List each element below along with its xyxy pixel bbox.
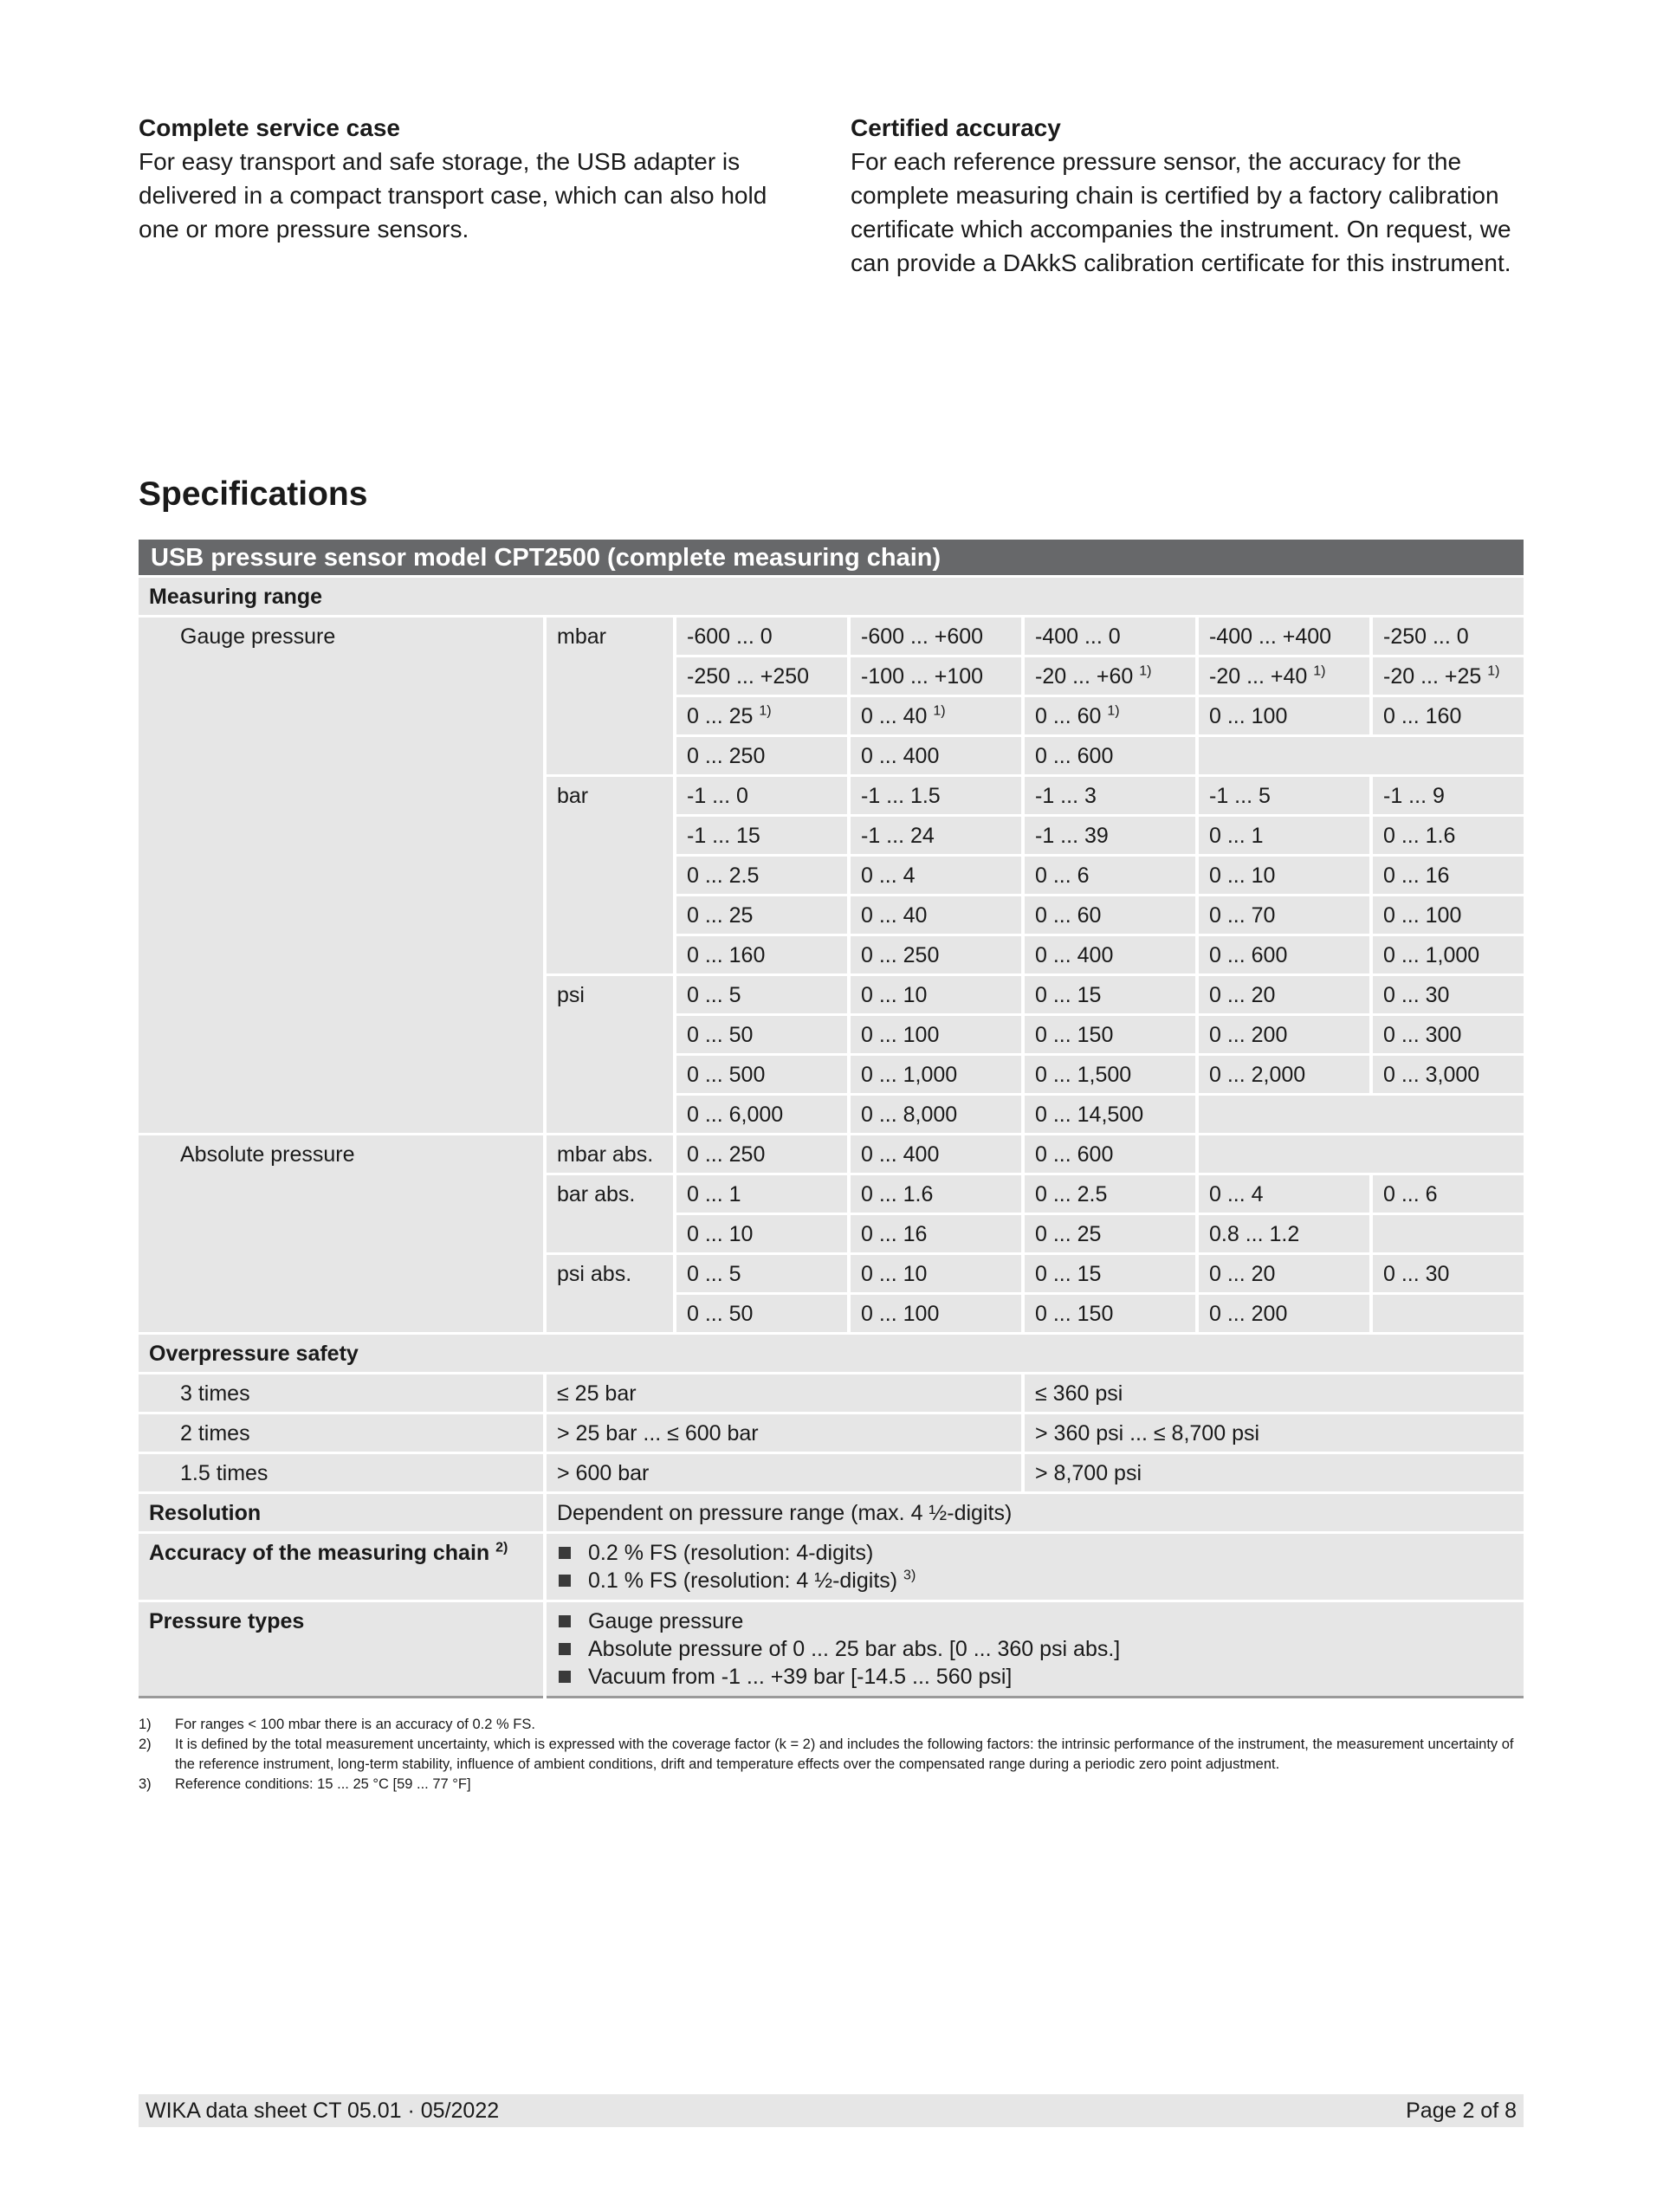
range-cell: 0 ... 400 bbox=[851, 737, 1021, 774]
range-cell: 0 ... 50 bbox=[676, 1295, 847, 1332]
overpressure-factor: 1.5 times bbox=[139, 1454, 543, 1491]
accuracy-value bbox=[547, 1534, 1524, 1600]
range-cell: -600 ... 0 bbox=[676, 618, 847, 655]
footnote: 1) For ranges < 100 mbar there is an accuracy of 0.2 % FS. bbox=[139, 1717, 535, 1732]
accuracy-label bbox=[139, 1534, 543, 1600]
overpressure-row bbox=[139, 1374, 1524, 1412]
range-cell: 0 ... 600 bbox=[1199, 936, 1369, 973]
pressure-type-item: Vacuum from -1 ... +39 bar [-14.5 ... 560 psi] bbox=[557, 1663, 1515, 1691]
page-footer bbox=[139, 2094, 1524, 2127]
range-cell: 0 ... 500 bbox=[676, 1056, 847, 1093]
range-cell: 0 ... 50 bbox=[676, 1016, 847, 1053]
range-cell: -1 ... 24 bbox=[851, 817, 1021, 854]
overpressure-row bbox=[139, 1414, 1524, 1452]
range-cell: 0 ... 600 bbox=[1025, 1135, 1195, 1173]
range-cell: 0 ... 10 bbox=[1199, 857, 1369, 894]
range-cell: 0 ... 6,000 bbox=[676, 1096, 847, 1133]
range-cell: 0 ... 30 bbox=[1373, 976, 1524, 1013]
resolution-label: Resolution bbox=[139, 1494, 543, 1531]
empty-cell bbox=[1199, 1096, 1524, 1133]
accuracy-item: 0.2 % FS (resolution: 4-digits) bbox=[557, 1539, 1515, 1567]
accuracy-item: 0.1 % FS (resolution: 4 ½-digits) $^{3)}$ bbox=[557, 1567, 1515, 1594]
range-cell: 0 ... 150 bbox=[1025, 1295, 1195, 1332]
overpressure-psi: > 360 psi ... ≤ 8,700 psi bbox=[1025, 1414, 1524, 1452]
range-cell: 0 ... 1.6 bbox=[851, 1175, 1021, 1213]
unit-label: bar bbox=[547, 777, 673, 973]
range-cell: 0 ... 100 bbox=[851, 1295, 1021, 1332]
specifications-title: Specifications bbox=[139, 475, 368, 513]
footnote-ref: 1) bbox=[933, 703, 946, 719]
overpressure-psi: ≤ 360 psi bbox=[1025, 1374, 1524, 1412]
service-case-block bbox=[139, 111, 797, 246]
range-cell: 0 ... 4 bbox=[1199, 1175, 1369, 1213]
range-cell: 0 ... 40 bbox=[851, 896, 1021, 934]
empty-cell bbox=[1373, 1215, 1524, 1252]
range-cell: 0 ... 100 bbox=[851, 1016, 1021, 1053]
range-cell: 0 ... 160 bbox=[676, 936, 847, 973]
overpressure-psi: > 8,700 psi bbox=[1025, 1454, 1524, 1491]
range-cell: 0 ... 40 $^{1)}$ bbox=[851, 697, 1021, 734]
pressure-type-item: Gauge pressure bbox=[557, 1607, 1515, 1635]
accuracy-label-text: Accuracy of the measuring chain bbox=[149, 1541, 490, 1565]
range-cell: 0 ... 1,500 bbox=[1025, 1056, 1195, 1093]
range-cell: -100 ... +100 bbox=[851, 657, 1021, 695]
range-cell: -1 ... 3 bbox=[1025, 777, 1195, 814]
footnote-ref: 1) bbox=[1107, 703, 1120, 719]
range-cell: 0 ... 150 bbox=[1025, 1016, 1195, 1053]
range-cell: 0 ... 400 bbox=[851, 1135, 1021, 1173]
certified-accuracy-text: For each reference pressure sensor, the accuracy for the complete measuring chain is certified by a factory calibration certificate which accompanies the instrument. On request, we can provide a DAkkS calibration certificate for this instrument. bbox=[851, 148, 1511, 276]
certified-accuracy-block bbox=[851, 111, 1524, 280]
overpressure-label: Overpressure safety bbox=[139, 1335, 1524, 1372]
range-cell: 0 ... 5 bbox=[676, 976, 847, 1013]
range-cell: 0 ... 100 bbox=[1373, 896, 1524, 934]
unit-label: psi bbox=[547, 976, 673, 1133]
range-cell: 0 ... 14,500 bbox=[1025, 1096, 1195, 1133]
spec-table-title: USB pressure sensor model CPT2500 (complete measuring chain) bbox=[139, 540, 1524, 575]
range-cell: 0 ... 200 bbox=[1199, 1295, 1369, 1332]
overpressure-factor: 2 times bbox=[139, 1414, 543, 1452]
range-cell: 0 ... 3,000 bbox=[1373, 1056, 1524, 1093]
empty-cell bbox=[1373, 1295, 1524, 1332]
footnote: 2) It is defined by the total measurement uncertainty, which is expressed with the coverage factor (k = 2) and includes the following factors: the intrinsic performance of the instrument, the measurement uncertainty of the reference instrument, long-term stability, influence of ambient conditions, drift and temperature effects over the compensated range during a periodic zero point adjustment. bbox=[139, 1737, 1514, 1772]
range-cell: -600 ... +600 bbox=[851, 618, 1021, 655]
range-cell: 0 ... 2.5 bbox=[676, 857, 847, 894]
footnote-ref: 1) bbox=[1487, 663, 1500, 679]
range-cell: 0 ... 200 bbox=[1199, 1016, 1369, 1053]
range-cell: -1 ... 5 bbox=[1199, 777, 1369, 814]
overpressure-row bbox=[139, 1454, 1524, 1491]
range-cell: -20 ... +40 $^{1)}$ bbox=[1199, 657, 1369, 695]
footnote-ref: 3) bbox=[903, 1568, 916, 1583]
range-cell: 0 ... 10 bbox=[851, 1255, 1021, 1292]
spec-table bbox=[135, 537, 1527, 1701]
datasheet-reference: WIKA data sheet CT 05.01 · 05/2022 bbox=[146, 2099, 500, 2123]
range-cell: 0 ... 60 bbox=[1025, 896, 1195, 934]
overpressure-bar: > 25 bar ... ≤ 600 bar bbox=[547, 1414, 1021, 1452]
range-cell: -400 ... +400 bbox=[1199, 618, 1369, 655]
range-cell: 0 ... 15 bbox=[1025, 1255, 1195, 1292]
pressure-category-label: Gauge pressure bbox=[139, 618, 543, 1133]
pressure-category-label: Absolute pressure bbox=[139, 1135, 543, 1332]
range-cell: 0 ... 160 bbox=[1373, 697, 1524, 734]
range-cell: 0 ... 8,000 bbox=[851, 1096, 1021, 1133]
measuring-range-label: Measuring range bbox=[139, 578, 1524, 615]
range-cell: 0 ... 5 bbox=[676, 1255, 847, 1292]
range-cell: 0 ... 250 bbox=[676, 737, 847, 774]
range-cell: 0 ... 1.6 bbox=[1373, 817, 1524, 854]
unit-label: bar abs. bbox=[547, 1175, 673, 1252]
range-row bbox=[139, 618, 1524, 655]
pressure-type-item: Absolute pressure of 0 ... 25 bar abs. [0 ... 360 psi abs.] bbox=[557, 1635, 1515, 1663]
range-cell: 0 ... 70 bbox=[1199, 896, 1369, 934]
range-cell: 0 ... 2.5 bbox=[1025, 1175, 1195, 1213]
range-cell: 0 ... 1 bbox=[1199, 817, 1369, 854]
resolution-value: Dependent on pressure range (max. 4 ½-digits) bbox=[547, 1494, 1524, 1531]
empty-cell bbox=[1199, 1135, 1524, 1173]
footnotes bbox=[139, 1715, 1524, 1795]
range-cell: -1 ... 9 bbox=[1373, 777, 1524, 814]
footnote-ref: 1) bbox=[1313, 663, 1326, 679]
range-cell: 0 ... 1 bbox=[676, 1175, 847, 1213]
range-cell: 0 ... 6 bbox=[1373, 1175, 1524, 1213]
pressure-types-value bbox=[547, 1602, 1524, 1698]
range-cell: 0 ... 100 bbox=[1199, 697, 1369, 734]
unit-label: psi abs. bbox=[547, 1255, 673, 1332]
range-cell: 0 ... 16 bbox=[851, 1215, 1021, 1252]
service-case-text: For easy transport and safe storage, the USB adapter is delivered in a compact transport case, which can also hold one or more pressure sensors. bbox=[139, 148, 767, 243]
range-cell: 0 ... 25 $^{1)}$ bbox=[676, 697, 847, 734]
range-cell: -400 ... 0 bbox=[1025, 618, 1195, 655]
range-cell: 0 ... 60 $^{1)}$ bbox=[1025, 697, 1195, 734]
range-cell: -250 ... +250 bbox=[676, 657, 847, 695]
range-cell: 0 ... 2,000 bbox=[1199, 1056, 1369, 1093]
range-cell: 0.8 ... 1.2 bbox=[1199, 1215, 1369, 1252]
range-row bbox=[139, 1135, 1524, 1173]
range-cell: 0 ... 10 bbox=[851, 976, 1021, 1013]
range-cell: 0 ... 10 bbox=[676, 1215, 847, 1252]
overpressure-bar: > 600 bar bbox=[547, 1454, 1021, 1491]
range-cell: 0 ... 16 bbox=[1373, 857, 1524, 894]
overpressure-bar: ≤ 25 bar bbox=[547, 1374, 1021, 1412]
range-cell: 0 ... 400 bbox=[1025, 936, 1195, 973]
range-cell: 0 ... 30 bbox=[1373, 1255, 1524, 1292]
empty-cell bbox=[1199, 737, 1524, 774]
footnote-ref: 2) bbox=[495, 1540, 508, 1556]
range-cell: 0 ... 15 bbox=[1025, 976, 1195, 1013]
range-cell: 0 ... 600 bbox=[1025, 737, 1195, 774]
range-cell: -20 ... +60 $^{1)}$ bbox=[1025, 657, 1195, 695]
range-cell: 0 ... 4 bbox=[851, 857, 1021, 894]
pressure-types-label: Pressure types bbox=[139, 1602, 543, 1698]
range-cell: 0 ... 20 bbox=[1199, 976, 1369, 1013]
service-case-heading: Complete service case bbox=[139, 114, 400, 141]
range-cell: 0 ... 1,000 bbox=[1373, 936, 1524, 973]
range-cell: -1 ... 39 bbox=[1025, 817, 1195, 854]
range-cell: 0 ... 25 bbox=[1025, 1215, 1195, 1252]
range-cell: 0 ... 1,000 bbox=[851, 1056, 1021, 1093]
page-number: Page 2 of 8 bbox=[1406, 2099, 1517, 2123]
range-cell: -1 ... 0 bbox=[676, 777, 847, 814]
range-cell: -1 ... 1.5 bbox=[851, 777, 1021, 814]
certified-accuracy-heading: Certified accuracy bbox=[851, 114, 1061, 141]
unit-label: mbar abs. bbox=[547, 1135, 673, 1173]
range-cell: -250 ... 0 bbox=[1373, 618, 1524, 655]
range-cell: 0 ... 20 bbox=[1199, 1255, 1369, 1292]
range-cell: 0 ... 250 bbox=[851, 936, 1021, 973]
unit-label: mbar bbox=[547, 618, 673, 774]
range-cell: 0 ... 250 bbox=[676, 1135, 847, 1173]
footnote-ref: 1) bbox=[1139, 663, 1152, 679]
range-cell: 0 ... 25 bbox=[676, 896, 847, 934]
range-cell: -20 ... +25 $^{1)}$ bbox=[1373, 657, 1524, 695]
footnote-ref: 1) bbox=[759, 703, 772, 719]
overpressure-factor: 3 times bbox=[139, 1374, 543, 1412]
footnote: 3) Reference conditions: 15 ... 25 °C [59 ... 77 °F] bbox=[139, 1776, 471, 1792]
range-cell: -1 ... 15 bbox=[676, 817, 847, 854]
range-cell: 0 ... 6 bbox=[1025, 857, 1195, 894]
range-cell: 0 ... 300 bbox=[1373, 1016, 1524, 1053]
